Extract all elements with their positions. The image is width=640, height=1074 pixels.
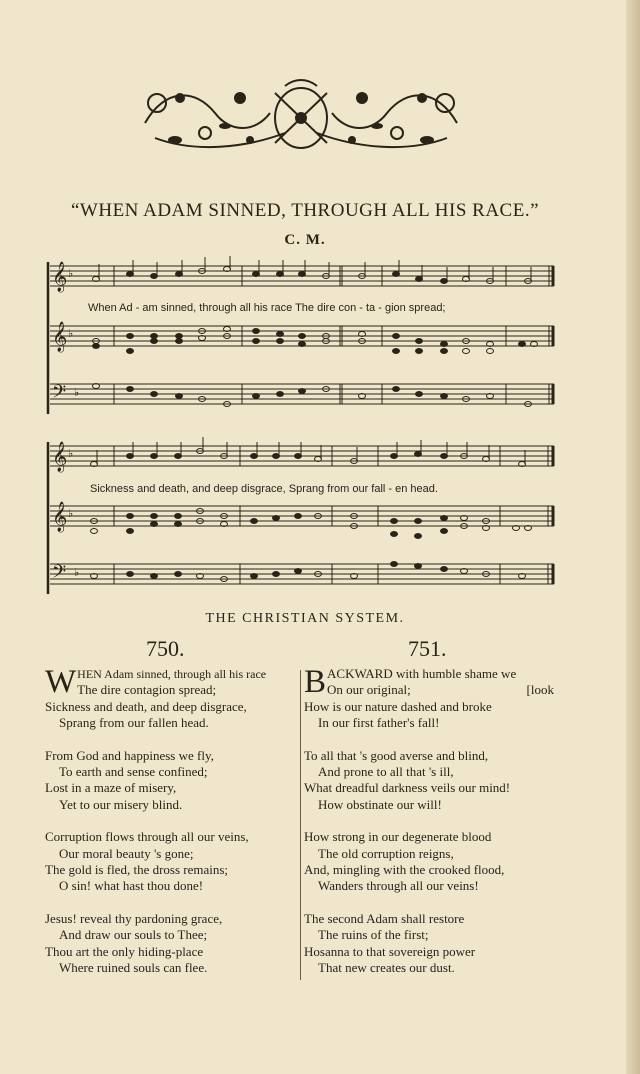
svg-text:𝄞: 𝄞 xyxy=(52,442,68,472)
hymn-line: The old corruption reigns, xyxy=(318,845,454,861)
hymn-line: How obstinate our will! xyxy=(318,796,442,812)
hymn-line: Wanders through all our veins! xyxy=(318,878,479,894)
svg-text:𝄢: 𝄢 xyxy=(52,562,67,587)
hymn-line: How strong in our degenerate blood xyxy=(304,829,492,845)
svg-text:𝄞: 𝄞 xyxy=(52,502,68,532)
hymn-line: How is our nature dashed and broke xyxy=(304,698,492,714)
hymn-line: Yet to our misery blind. xyxy=(59,796,183,812)
svg-text:♭: ♭ xyxy=(68,267,74,280)
hymn-line: To all that 's good averse and blind, xyxy=(304,747,489,763)
stanza-gap xyxy=(304,732,558,748)
hymn-750-line-1: HEN Adam sinned, through all his race xyxy=(77,667,267,681)
hymn-number-750: 750. xyxy=(146,636,185,661)
page-edge xyxy=(626,0,640,1074)
dropcap-750: W xyxy=(45,664,77,700)
hymn-750-text xyxy=(45,666,299,977)
hymn-line: The gold is fled, the dross remains; xyxy=(45,862,229,878)
hymn-line: The dire contagion spread; xyxy=(77,682,217,698)
hymn-line: Jesus! reveal thy pardoning grace, xyxy=(45,910,223,926)
svg-text:♭: ♭ xyxy=(68,507,74,520)
hymn-line: In our first father's fall! xyxy=(318,715,440,731)
stanza-gap xyxy=(45,732,299,748)
floral-ornament-icon xyxy=(135,78,467,158)
hymn-751-line-2 xyxy=(304,682,558,698)
section-title: THE CHRISTIAN SYSTEM. xyxy=(205,611,405,626)
hymn-line: And prone to all that 's ill, xyxy=(318,764,454,780)
hymn-line: To earth and sense confined; xyxy=(59,764,208,780)
hymn-line: And draw our souls to Thee; xyxy=(59,927,208,943)
hymn-line: From God and happiness we fly, xyxy=(45,747,214,763)
hymn-line: O sin! what hast thou done! xyxy=(59,878,204,894)
hymn-line: And, mingling with the crooked flood, xyxy=(304,862,505,878)
svg-text:𝄞: 𝄞 xyxy=(52,322,68,352)
hymn-751-line-1: ACKWARD with humble shame we xyxy=(327,666,517,681)
music-system-2 xyxy=(44,436,560,600)
hymn-line: Hosanna to that sovereign power xyxy=(304,943,476,959)
svg-text:♭: ♭ xyxy=(68,447,74,460)
stanza-gap xyxy=(304,895,558,911)
dropcap-751: B xyxy=(304,664,327,700)
hymn-tune-title: “WHEN ADAM SINNED, THROUGH ALL HIS RACE.” xyxy=(70,200,540,221)
hymn-line: That new creates our dust. xyxy=(318,960,455,976)
hymn-line: Corruption flows through all our veins, xyxy=(45,829,249,845)
hymn-751-text xyxy=(304,666,558,977)
hymn-line: Lost in a maze of misery, xyxy=(45,780,177,796)
stanza-gap xyxy=(45,813,299,829)
svg-text:𝄞: 𝄞 xyxy=(52,262,68,292)
svg-text:♭: ♭ xyxy=(74,566,80,579)
hymn-751-turnover: [look xyxy=(526,682,554,698)
stanza-gap xyxy=(304,813,558,829)
column-divider xyxy=(300,670,301,980)
stanza-gap xyxy=(45,895,299,911)
hymn-line: Sickness and death, and deep disgrace, xyxy=(45,698,247,714)
svg-text:♭: ♭ xyxy=(74,386,80,399)
lyrics-line-1: When Ad - am sinned, through all his race The dire con - ta - gion spread; xyxy=(88,302,446,314)
meter-label: C. M. xyxy=(284,232,326,248)
hymn-line: The ruins of the first; xyxy=(318,927,429,943)
hymn-751-line-2-text: On our original; xyxy=(327,682,411,698)
hymn-line: Where ruined souls can flee. xyxy=(59,960,208,976)
lyrics-line-2: Sickness and death, and deep disgrace, Sprang from our fall - en head. xyxy=(90,483,438,495)
hymn-line: Sprang from our fallen head. xyxy=(59,715,209,731)
hymn-number-751: 751. xyxy=(408,636,447,661)
svg-text:𝄢: 𝄢 xyxy=(52,382,67,407)
hymn-line: Our moral beauty 's gone; xyxy=(59,845,194,861)
svg-text:♭: ♭ xyxy=(68,327,74,340)
music-system-1 xyxy=(44,256,560,420)
hymn-line: The second Adam shall restore xyxy=(304,910,465,926)
hymn-line: Thou art the only hiding-place xyxy=(45,943,204,959)
hymn-line: What dreadful darkness veils our mind! xyxy=(304,780,511,796)
